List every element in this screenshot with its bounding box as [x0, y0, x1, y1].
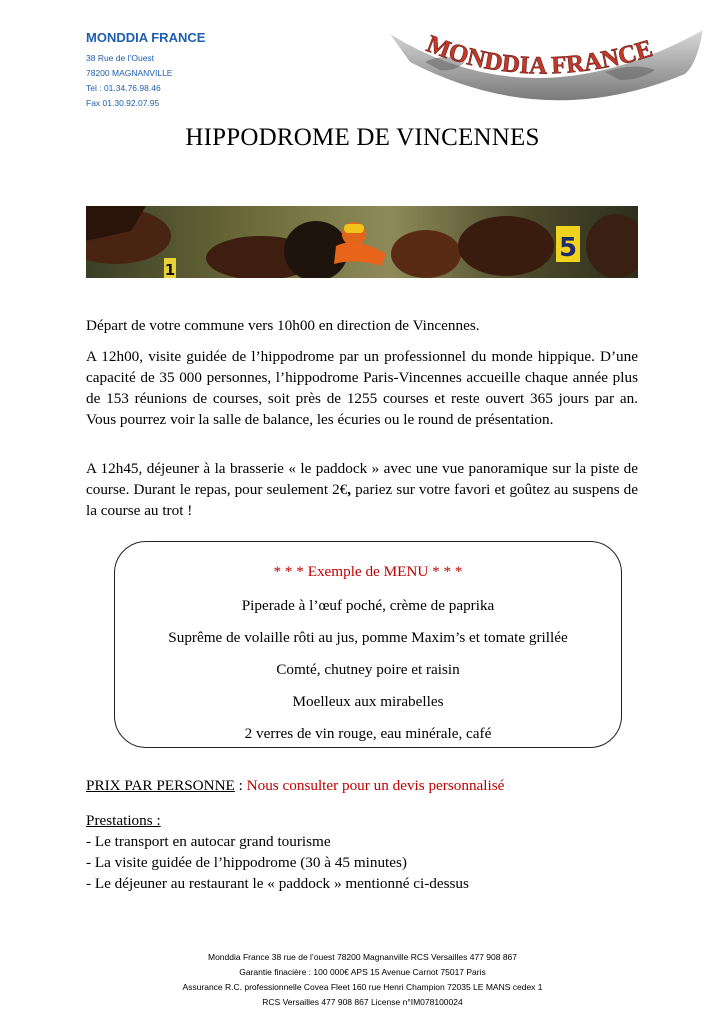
menu-title: * * * Exemple de MENU * * *	[273, 563, 463, 580]
prestation-item: - Le transport en autocar grand tourisme	[86, 833, 331, 850]
company-name: MONDDIA FRANCE	[86, 30, 206, 45]
price-label: PRIX PAR PERSONNE	[86, 777, 235, 794]
lunch-text-end: pariez sur votre favori et goûtez au suspens de la course au trot !	[86, 481, 638, 519]
logo-text: MONDDIA FRANCE	[422, 30, 656, 80]
prestations-title: Prestations :	[86, 812, 161, 829]
company-address: 38 Rue de l’Ouest	[86, 53, 155, 63]
company-tel: Tel : 01.34.76.98.46	[86, 83, 161, 93]
footer-line: Monddia France 38 rue de l’ouest 78200 Magnanville RCS Versailles 477 908 867	[207, 952, 518, 962]
banner-number-5: 5	[558, 233, 578, 263]
menu-item: Moelleux aux mirabelles	[292, 693, 444, 710]
company-header	[86, 30, 205, 111]
paragraph-departure: Départ de votre commune vers 10h00 en direction de Vincennes.	[86, 317, 480, 334]
paragraph-visit: A 12h00, visite guidée de l’hippodrome par un professionnel du monde hippique. D’une capacité de 35 000 personnes, l’hippodrome Paris-Vincennes accueille chaque année plus de 153 réunions de courses, soit près de 1255 courses et reste ouvert 365 jours par an. Vous pourrez voir la salle de balance, les écuries ou le round de présentation.	[86, 348, 638, 428]
lunch-text: A 12h45, déjeuner à la brasserie « le paddock » avec une vue panoramique sur la piste de course. Durant le repas, pour seulement 2€	[86, 460, 638, 498]
footer-line: Garantie finacière : 100 000€ APS 15 Avenue Carnot 75017 Paris	[239, 967, 486, 977]
menu-item: Piperade à l’œuf poché, crème de paprika	[241, 597, 495, 614]
footer	[0, 950, 725, 1010]
prestation-item: - Le déjeuner au restaurant le « paddock » mentionné ci-dessus	[86, 875, 469, 892]
prestation-item: - La visite guidée de l’hippodrome (30 à 45 minutes)	[86, 854, 407, 871]
footer-line: Assurance R.C. professionnelle Covea Fleet 160 rue Henri Champion 72035 LE MANS cedex 1	[182, 982, 543, 992]
company-fax: Fax 01.30.92.07.95	[86, 98, 160, 108]
paragraph-lunch	[86, 458, 638, 521]
price-line	[86, 777, 504, 795]
menu-item: Comté, chutney poire et raisin	[276, 661, 460, 678]
menu-item: 2 verres de vin rouge, eau minérale, café	[244, 725, 492, 742]
page-title: HIPPODROME DE VINCENNES	[185, 124, 540, 151]
price-separator: :	[234, 777, 247, 794]
monddia-logo	[385, 22, 705, 117]
menu-item: Suprême de volaille rôti au jus, pomme Maxim’s et tomate grillée	[168, 629, 568, 646]
menu-box	[114, 541, 622, 748]
horse-race-banner	[86, 206, 638, 278]
company-city: 78200 MAGNANVILLE	[86, 68, 173, 78]
prestations-list	[86, 810, 469, 894]
lunch-comma: ,	[347, 481, 352, 498]
price-value: Nous consulter pour un devis personnalisé	[246, 777, 505, 794]
footer-line: RCS Versailles 477 908 867 License n°IM078100024	[262, 997, 463, 1007]
banner-number-1: 1	[164, 261, 176, 278]
